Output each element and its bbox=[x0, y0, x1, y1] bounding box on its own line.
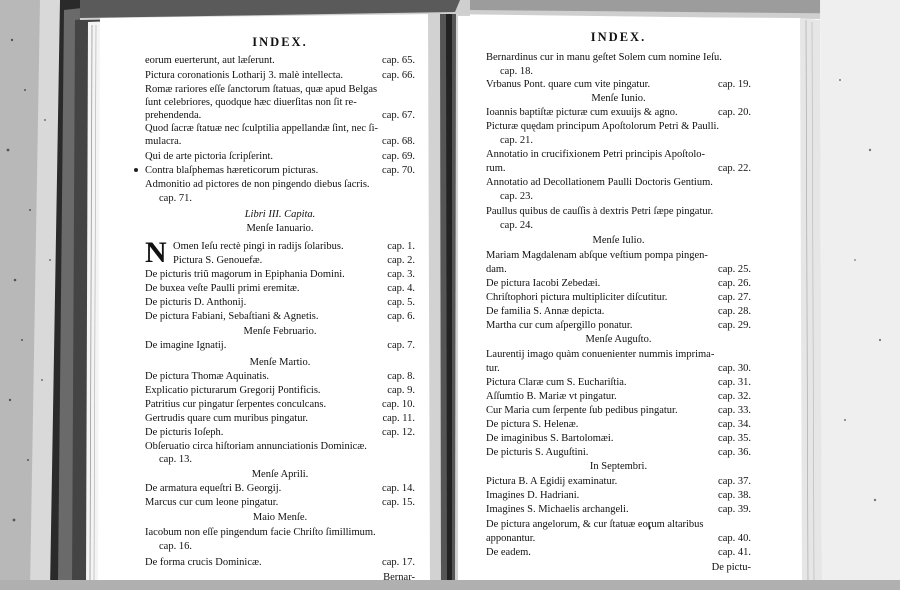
entry-text: cap. 21. bbox=[500, 135, 533, 146]
chapter-ref: cap. 25. bbox=[718, 264, 751, 275]
entry-text: Gertrudis quare cum muribus pingatur. bbox=[145, 413, 309, 424]
entry-text: Ioannis baptiſtæ picturæ cum exuuijs & agno. bbox=[486, 107, 678, 118]
chapter-ref: cap. 1. bbox=[387, 241, 415, 252]
chapter-ref: cap. 37. bbox=[718, 476, 751, 487]
entry-text: De pictura Iacobi Zebedæi. bbox=[486, 278, 601, 289]
index-entry bbox=[486, 235, 751, 247]
chapter-ref: cap. 33. bbox=[718, 405, 751, 416]
chapter-ref: cap. 4. bbox=[387, 283, 415, 294]
chapter-ref: cap. 9. bbox=[387, 385, 415, 396]
chapter-ref: cap. 26. bbox=[718, 278, 751, 289]
chapter-ref: cap. 8. bbox=[387, 371, 415, 382]
entry-text: cap. 18. bbox=[500, 66, 533, 77]
entry-text: Laurentij imago quàm conuenienter nummis imprima- bbox=[486, 349, 715, 360]
entry-text: Iacobum non eſſe pingendum facie Chriſto ſimillimum. bbox=[145, 527, 376, 538]
chapter-ref: cap. 6. bbox=[387, 311, 415, 322]
chapter-ref: cap. 3. bbox=[387, 269, 415, 280]
index-entry bbox=[145, 469, 415, 481]
entry-text: Romæ rariores eſſe ſanctorum ſtatuas, quæ apud Belgas bbox=[145, 84, 378, 95]
entry-text: De eadem. bbox=[486, 547, 531, 558]
entry-text: Aſſumtio B. Mariæ vt pingatur. bbox=[486, 391, 617, 402]
entry-text: apponantur. bbox=[486, 533, 536, 544]
entry-text: Qui de arte pictoria ſcripſerint. bbox=[145, 151, 273, 162]
entry-text: Contra blaſphemas hæreticorum picturas. bbox=[145, 165, 319, 176]
index-entry bbox=[145, 326, 415, 338]
entry-text: Marcus cur cum leone pingatur. bbox=[145, 497, 279, 508]
page-header: INDEX. bbox=[252, 35, 308, 49]
chapter-ref: cap. 41. bbox=[718, 547, 751, 558]
drop-cap-letter: N bbox=[145, 236, 167, 269]
entry-text: cap. 13. bbox=[159, 454, 192, 465]
entry-text: Annotatio ad Decollationem Paulli Doctoris Gentium. bbox=[486, 177, 713, 188]
index-entry bbox=[145, 512, 415, 524]
entry-text: Paullus quibus de cauſſis à dextris Petri ſæpe pingatur. bbox=[486, 206, 714, 217]
chapter-ref: cap. 12. bbox=[382, 427, 415, 438]
chapter-ref: cap. 68. bbox=[382, 136, 415, 147]
chapter-ref: cap. 28. bbox=[718, 306, 751, 317]
index-entry bbox=[486, 93, 751, 105]
entry-text: Quod ſacræ ſtatuæ nec ſculptilia appellandæ ſint, nec ſi- bbox=[145, 123, 378, 134]
entry-text: Libri III. Capita. bbox=[244, 209, 316, 220]
entry-text: Pictura coronationis Lotharij 3. malè intellecta. bbox=[145, 70, 343, 81]
entry-text: Explicatio picturarum Gregorij Pontificis. bbox=[145, 385, 321, 396]
entry-text: Obſeruatio circa hiſtoriam annunciationis Dominicæ. bbox=[145, 441, 367, 452]
chapter-ref: cap. 27. bbox=[718, 292, 751, 303]
entry-text: Admonitio ad pictores de non pingendo diebus ſacris. bbox=[145, 179, 370, 190]
entry-text: Menſe Ianuario. bbox=[246, 223, 314, 234]
entry-text: cap. 24. bbox=[500, 220, 533, 231]
entry-text: Menſe Iulio. bbox=[592, 235, 645, 246]
chapter-ref: cap. 69. bbox=[382, 151, 415, 162]
entry-text: Pictura S. Genouefæ. bbox=[173, 255, 263, 266]
entry-text: Imagines D. Hadriani. bbox=[486, 490, 580, 501]
chapter-ref: cap. 14. bbox=[382, 483, 415, 494]
chapter-ref: cap. 65. bbox=[382, 55, 415, 66]
chapter-ref: cap. 19. bbox=[718, 79, 751, 90]
entry-text: In Septembri. bbox=[589, 461, 648, 472]
chapter-ref: cap. 22. bbox=[718, 163, 751, 174]
entry-text: De armatura equeſtri B. Georgij. bbox=[145, 483, 282, 494]
entry-text: Bernar- bbox=[383, 572, 415, 583]
page-header: INDEX. bbox=[590, 30, 647, 44]
chapter-ref: cap. 7. bbox=[387, 340, 415, 351]
entry-text: Annotatio in crucifixionem Petri principis Apoſtolo- bbox=[486, 149, 706, 160]
chapter-ref: cap. 40. bbox=[718, 533, 751, 544]
entry-text: mulacra. bbox=[145, 136, 182, 147]
chapter-ref: cap. 5. bbox=[387, 297, 415, 308]
chapter-ref: cap. 36. bbox=[718, 447, 751, 458]
entry-text: De familia S. Annæ depicta. bbox=[486, 306, 605, 317]
chapter-ref: cap. 39. bbox=[718, 504, 751, 515]
entry-text: Vrbanus Pont. quare cum vite pingatur. bbox=[486, 79, 651, 90]
entry-text: tur. bbox=[486, 363, 500, 374]
chapter-ref: cap. 70. bbox=[382, 165, 415, 176]
entry-text: Imagines S. Michaelis archangeli. bbox=[486, 504, 629, 515]
entry-text: De pictura Thomæ Aquinatis. bbox=[145, 371, 270, 382]
chapter-ref: cap. 66. bbox=[382, 70, 415, 81]
entry-text: Patritius cur pingatur ſerpentes conculcans. bbox=[145, 399, 327, 410]
chapter-ref: cap. 38. bbox=[718, 490, 751, 501]
index-entry bbox=[145, 223, 415, 235]
entry-text: De pictura angelorum, & cur ſtatuæ eorum altaribus bbox=[486, 519, 704, 530]
entry-text: Menſe Aprili. bbox=[251, 469, 309, 480]
entry-text: Pictura B. A Egidij examinatur. bbox=[486, 476, 618, 487]
chapter-ref: cap. 20. bbox=[718, 107, 751, 118]
entry-text: Picturæ quędam principum Apoſtolorum Petri & Paulli. bbox=[486, 121, 720, 132]
entry-text: cap. 23. bbox=[500, 191, 533, 202]
entry-text: Bernardinus cur in manu geſtet Solem cum nomine Ieſu. bbox=[486, 52, 722, 63]
entry-text: Menſe Auguſto. bbox=[585, 334, 652, 345]
chapter-ref: cap. 10. bbox=[382, 399, 415, 410]
entry-text: Menſe Februario. bbox=[243, 326, 317, 337]
entry-text: Pictura Claræ cum S. Euchariſtia. bbox=[486, 377, 627, 388]
entry-text: cap. 16. bbox=[159, 541, 192, 552]
chapter-ref: cap. 29. bbox=[718, 320, 751, 331]
entry-text: Menſe Iunio. bbox=[591, 93, 646, 104]
index-entry bbox=[486, 334, 751, 346]
entry-text: Martha cur cum aſpergillo ponatur. bbox=[486, 320, 633, 331]
entry-text: De picturis S. Auguſtini. bbox=[486, 447, 589, 458]
chapter-ref: cap. 32. bbox=[718, 391, 751, 402]
entry-text: De picturis triũ magorum in Epiphania Domini. bbox=[145, 269, 345, 280]
entry-text: Mariam Magdalenam abſque veſtium pompa pingen- bbox=[486, 250, 708, 261]
chapter-ref: cap. 31. bbox=[718, 377, 751, 388]
index-entry bbox=[486, 461, 751, 473]
entry-text: De picturis D. Anthonij. bbox=[145, 297, 247, 308]
index-entry bbox=[145, 209, 415, 221]
entry-text: De buxea veſte Paulli primi eremitæ. bbox=[145, 283, 300, 294]
chapter-ref: cap. 17. bbox=[382, 557, 415, 568]
chapter-ref: cap. 30. bbox=[718, 363, 751, 374]
chapter-ref: cap. 15. bbox=[382, 497, 415, 508]
chapter-ref: cap. 2. bbox=[387, 255, 415, 266]
chapter-ref: cap. 35. bbox=[718, 433, 751, 444]
entry-text: ſunt celebriores, quodque hæc diuerſitas non ſit re- bbox=[145, 97, 357, 108]
entry-text: De imaginibus S. Bartolomæi. bbox=[486, 433, 614, 444]
entry-text: rum. bbox=[486, 163, 506, 174]
entry-text: De pictura Fabiani, Sebaſtiani & Agnetis. bbox=[145, 311, 319, 322]
entry-text: eorum euerterunt, aut læſerunt. bbox=[145, 55, 275, 66]
entry-text: Cur Maria cum ſerpente ſub pedibus pingatur. bbox=[486, 405, 678, 416]
entry-text: Menſe Martio. bbox=[249, 357, 311, 368]
index-entry bbox=[145, 357, 415, 369]
entry-text: De forma crucis Dominicæ. bbox=[145, 557, 262, 568]
entry-text: Chriſtophori pictura multipliciter diſcutitur. bbox=[486, 292, 668, 303]
entry-text: De pictu- bbox=[711, 562, 751, 573]
chapter-ref: cap. 67. bbox=[382, 110, 415, 121]
chapter-ref: cap. 34. bbox=[718, 419, 751, 430]
entry-text: De picturis Ioſeph. bbox=[145, 427, 224, 438]
entry-text: dam. bbox=[486, 264, 507, 275]
chapter-ref: cap. 11. bbox=[382, 413, 415, 424]
entry-text: De pictura S. Helenæ. bbox=[486, 419, 579, 430]
entry-text: Omen Ieſu rectè pingi in radijs ſolaribus. bbox=[173, 241, 344, 252]
entry-text: Maio Menſe. bbox=[252, 512, 308, 523]
entry-text: cap. 71. bbox=[159, 193, 192, 204]
entry-text: prehendenda. bbox=[145, 110, 202, 121]
entry-text: De imagine Ignatij. bbox=[145, 340, 227, 351]
